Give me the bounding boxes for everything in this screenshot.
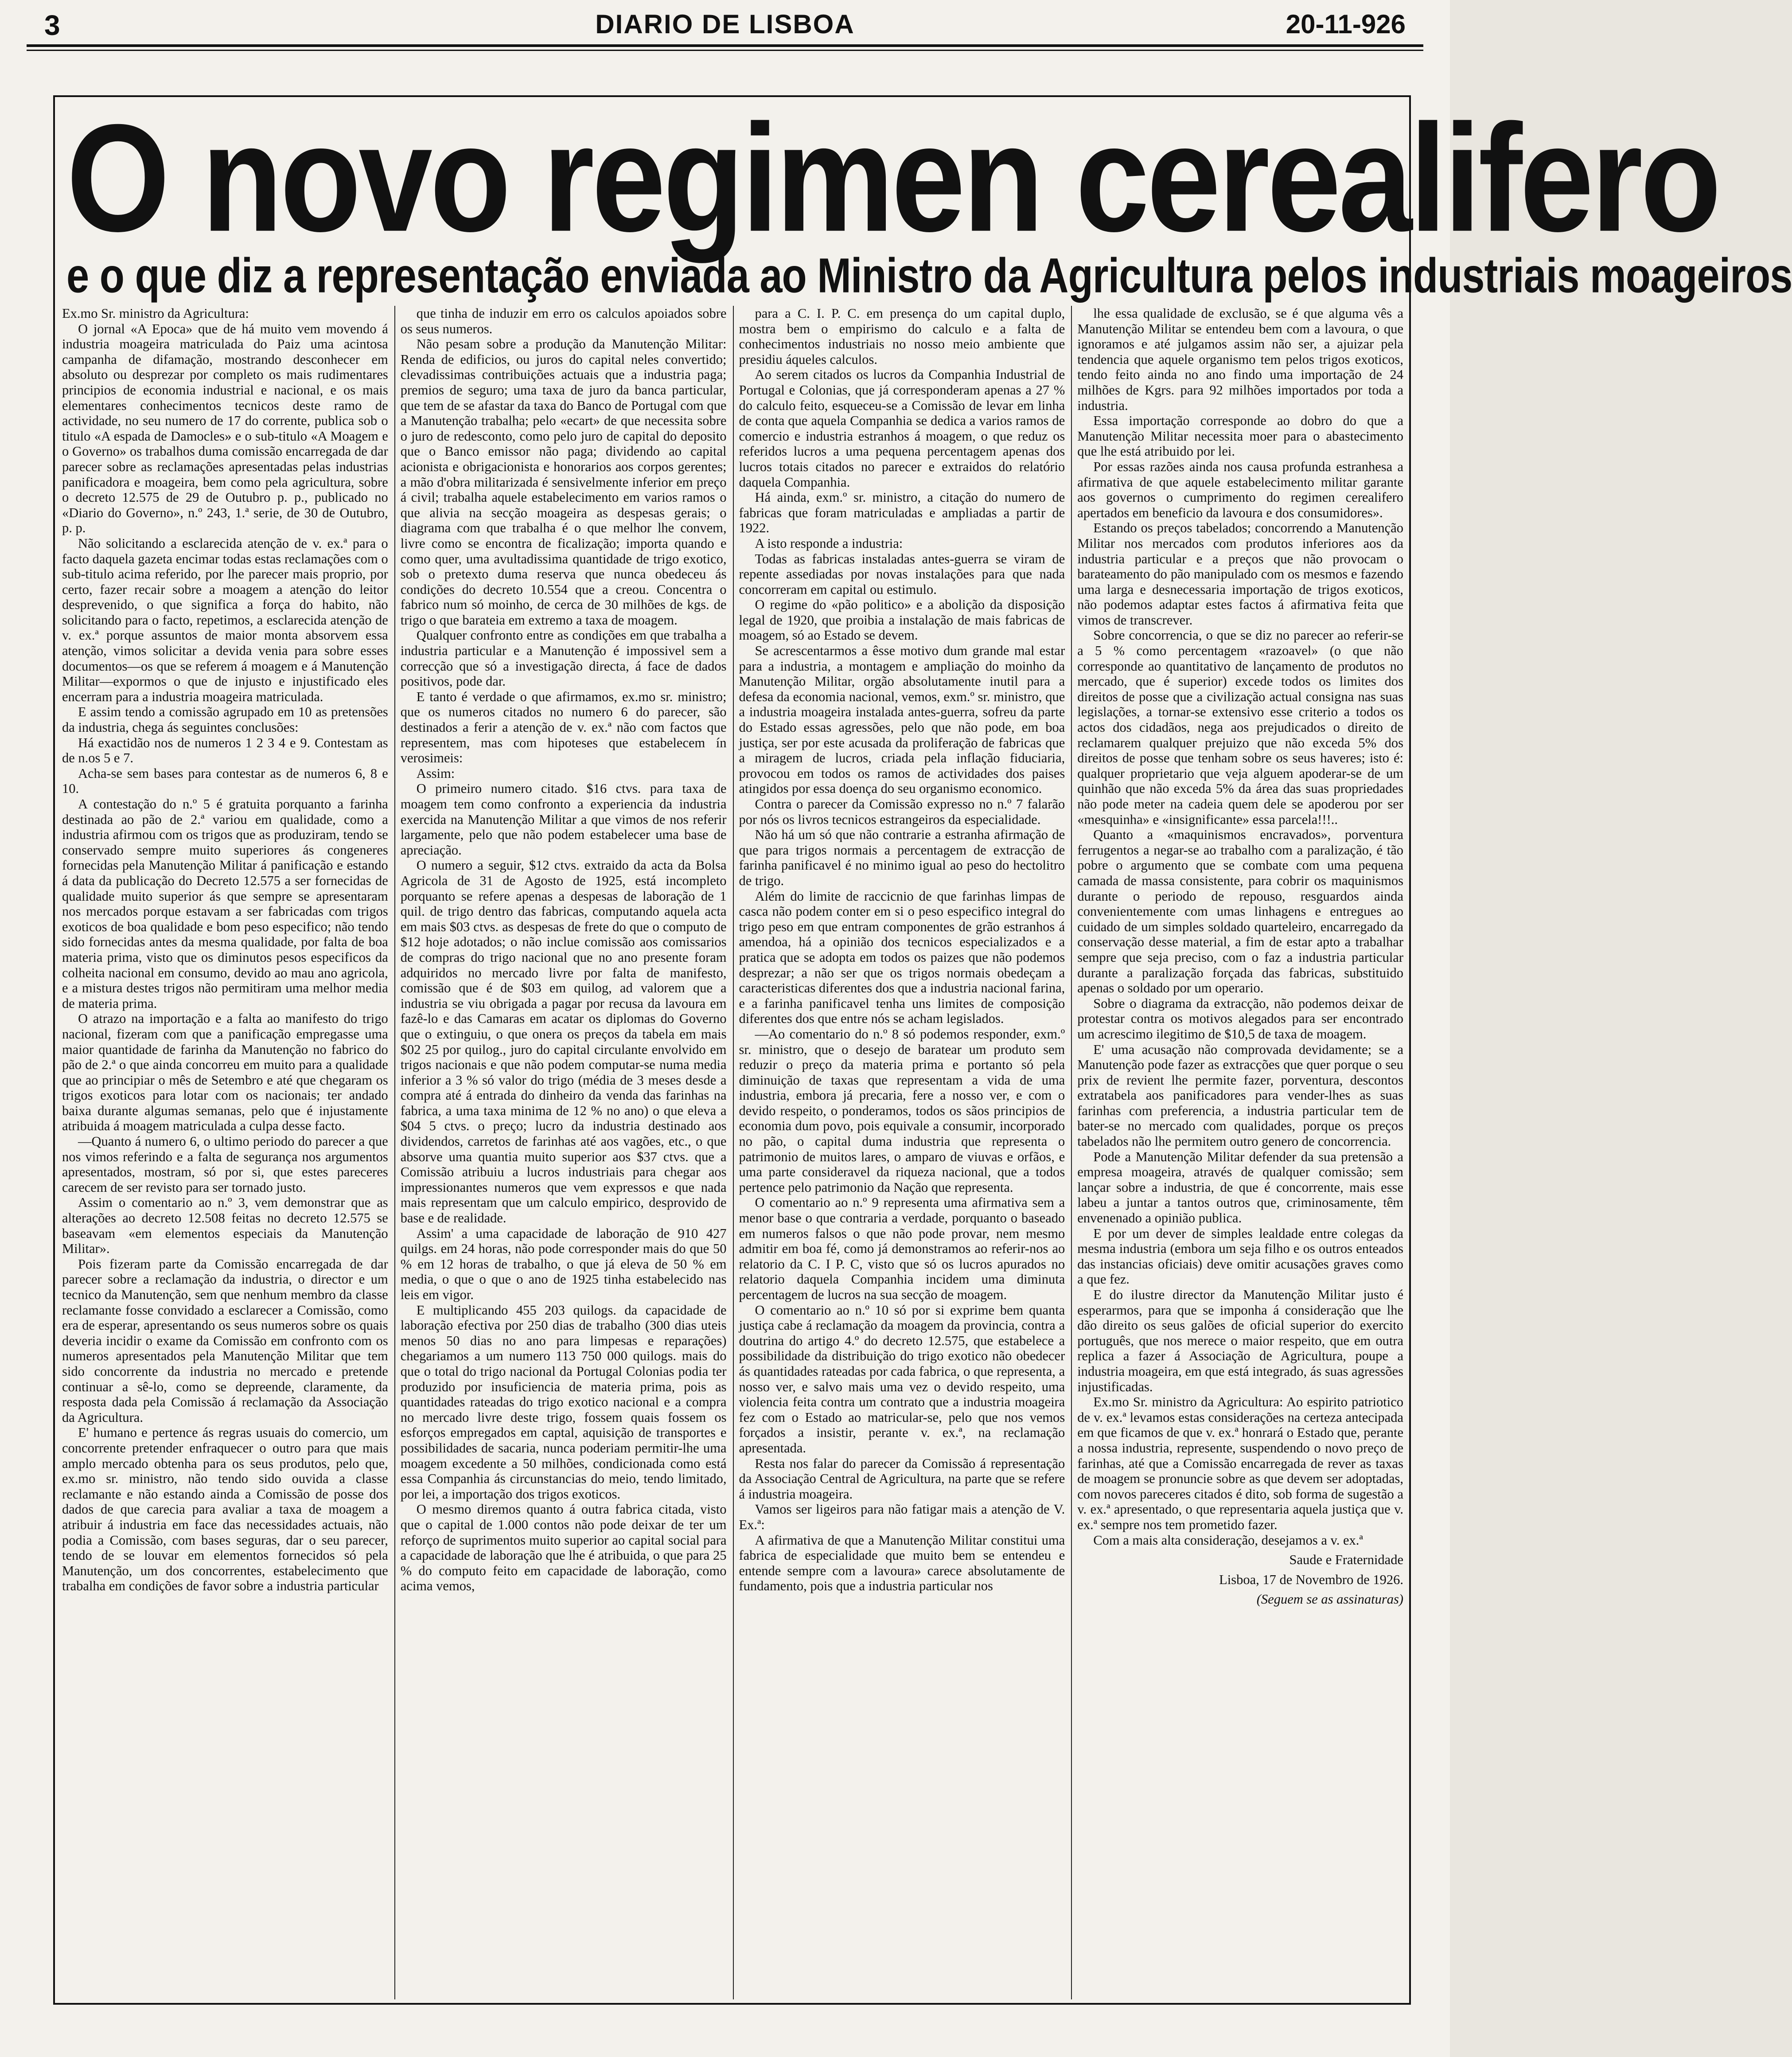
paragraph: Sobre concorrencia, o que se diz no parecer ao referir-se a 5 % como percentagem «razoavel» (o que não corresponde ao quantitativo de lançamento de produtos no mercado, que é superior) excede todos os limites dos direitos de posse que a civilização actual consigna nas suas legislações, a tornar-se extensivo esse criterio a todos os actos dos cidadãos, nega aos prejudicados o direito de reclamarem qualquer prejuizo que não exceda 5% dos direitos de posse que tenham sobre os seus haveres; isto é: qualquer proprietario que veja alguem apoderar-se de um quinhão que não exceda 5% da área das suas propriedades não pode meter na cadeia quem dele se apoderou por ser «mesquinha» e «insignificante» essa parcela!!!.. bbox=[1077, 628, 1403, 827]
closing-place-date: Lisboa, 17 de Novembro de 1926. bbox=[1219, 1572, 1403, 1587]
masthead-rule-thin bbox=[27, 50, 1423, 51]
masthead-rule bbox=[27, 44, 1423, 47]
paragraph: A afirmativa de que a Manutenção Militar constitui uma fabrica de especialidade que muito bem se entendeu e entende sempre com a lavoura» carece absolutamente de fundamento, pois que a industria particular nos bbox=[739, 1532, 1065, 1594]
paragraph: E por um dever de simples lealdade entre colegas da mesma industria (embora um seja filho e os outros enteados das instancias oficiais) deve omitir acusações graves como a que fez. bbox=[1077, 1226, 1403, 1287]
paragraph: Por essas razões ainda nos causa profunda estranhesa a afirmativa de que aquele estabelecimento militar garante aos governos o cumprimento do regimen cerealifero apertados em beneficio da lavoura e dos consumidores». bbox=[1077, 459, 1403, 520]
paragraph: que tinha de induzir em erro os calculos apoiados sobre os seus numeros. bbox=[400, 306, 727, 336]
paragraph: E tanto é verdade o que afirmamos, ex.mo sr. ministro; que os numeros citados no numero 6 do parecer, são destinados a ferir a atenção de v. ex.ª não com factos que representem, mas com hipoteses que estabelecem ín verosimeis: bbox=[400, 689, 727, 766]
column-3 bbox=[733, 306, 1065, 1999]
column-1 bbox=[62, 306, 388, 1999]
paragraph: E assim tendo a comissão agrupado em 10 as pretensões da industria, chega ás seguintes conclusões: bbox=[62, 704, 388, 735]
paragraph: Resta nos falar do parecer da Comissão á representação da Associação Central de Agricultura, na parte que se refere á industria moageira. bbox=[739, 1456, 1065, 1502]
paper-name: DIARIO DE LISBOA bbox=[595, 9, 855, 39]
paragraph: lhe essa qualidade de exclusão, se é que alguma vês a Manutenção Militar se entendeu bem com a lavoura, o que ignoramos e até julgamos assim não ser, a ajuizar pela tendencia que aquele organismo tem pelos trigos exoticos, tendo feito ainda no ano findo uma importação de 24 milhões de Kgrs. para 92 milhões importados por toda a industria. bbox=[1077, 306, 1403, 413]
paragraph: Ex.mo Sr. ministro da Agricultura: Ao espirito patriotico de v. ex.ª levamos estas considerações na certeza antecipada em que ficamos de que v. ex.ª honrará o Estado que, perante a nossa industria, represente, suspendendo o novo preço de farinhas, até que a Comissão encarregada de rever as taxas de moagem se pronuncie sobre as que devem ser adoptadas, com novos pareceres citados é dito, sob forma de sugestão a v. ex.ª apresentado, o que representaria aquela justiça que v. ex.ª sempre nos tem prometido fazer. bbox=[1077, 1394, 1403, 1532]
paragraph: —Ao comentario do n.º 8 só podemos responder, exm.º sr. ministro, que o desejo de baratear um produto sem reduzir o preço da materia prima e portanto só pela diminuição de taxas que representam a vida de uma industria, embora já precaria, fere a nosso ver, e com o devido respeito, o ponderamos, todos os sãos principios de economia dum povo, pois equivale a consumir, incorporado no pão, o capital duma industria que representa o patrimonio de muitos lares, o amparo de viuvas e orfãos, e uma parte consideravel da riqueza nacional, que a todos pertence pelo patrimonio da Nação que representa. bbox=[739, 1026, 1065, 1195]
paragraph: Não pesam sobre a produção da Manutenção Militar: Renda de edificios, ou juros do capital neles convertido; clevadissimas contribuições actuais que a industria paga; premios de seguro; uma taxa de juro da banca particular, que tem de se afastar da taxa do Banco de Portugal com que a Manutenção trabalha; pelo «ecart» de que necessita sobre o juro de redesconto, como pelo juro de capital do deposito que o Banco emissor não paga; dividendo ao capital acionista e obrigacionista e honorarios aos corpos gerentes; a mão d'obra militarizada é sensivelmente inferior em preço á civil; trabalha aquele estabelecimento em varios ramos o que alivia na secção moageira as despesas gerais; o diagrama com que trabalha é o que melhor lhe convem, livre como se encontra de ficalização; importa quando e como quer, uma avultadissima quantidade de trigo exotico, sob o pretexto duma reserva que nunca obedeceu ás condições do decreto 10.554 que a creou. Concentra o fabrico num só moinho, de cerca de 30 milhões de kgs. de trigo o que barateia em extremo a taxa de moagem. bbox=[400, 336, 727, 628]
paragraph: O atrazo na importação e a falta ao manifesto do trigo nacional, fizeram com que a panificação empregasse uma maior quantidade de farinha da Manutenção no fabrico do pão de 2.ª o que ainda concorreu em muito para a qualidade que ao principiar o mês de Setembro e até que chegaram os trigos exoticos para lotar com os nacionais; ter andado baixa durante algumas semanas, pelo que é injustamente atribuida á moagem matriculada a culpa desse facto. bbox=[62, 1011, 388, 1134]
paragraph: Assim: bbox=[416, 765, 455, 781]
paragraph: O mesmo diremos quanto á outra fabrica citada, visto que o capital de 1.000 contos não pode deixar de ter um reforço de suprimentos muito superior ao capital social para a capacidade de laboração que lhe é atribuida, o que para 25 % do computo feito em capacidade de laboração, como acima vemos, bbox=[400, 1502, 727, 1594]
paragraph: Ao serem citados os lucros da Companhia Industrial de Portugal e Colonias, que já corresponderam apenas a 27 % do calculo feito, esqueceu-se a Comissão de levar em linha de conta que aquela Companhia se dedica a varios ramos de comercio e industria estranhos á moagem, o que reduz os referidos lucros a uma pequena percentagem apenas dos lucros totais citados no parecer e extraidos do relatório daquela Companhia. bbox=[739, 367, 1065, 490]
masthead bbox=[27, 9, 1423, 40]
paragraph: A contestação do n.º 5 é gratuita porquanto a farinha destinada ao pão de 2.ª variou em qualidade, como a industria afirmou com os trigos que as produziram, tendo se conservado sempre muito superiores ás congeneres fornecidas pela Manutenção Militar á panificação e estando á data da publicação do Decreto 12.575 a ser fornecidas de qualidade muito superior ás que sempre se apresentaram nos mercados porque estavam a ser fabricadas com trigos exoticos de boa qualidade e bom peso especifico; não tendo sido fornecidas antes da mesma qualidade, por falta de boa materia prima, visto que os diminutos pesos especificos da colheita nacional em consumo, devido ao mau ano agricola, e a mistura destes trigos não permitiram uma melhor media de materia prima. bbox=[62, 796, 388, 1011]
paragraph: Há ainda, exm.º sr. ministro, a citação do numero de fabricas que foram matriculadas e ampliadas a partir de 1922. bbox=[739, 490, 1065, 536]
paragraph: E do ilustre director da Manutenção Militar justo é esperarmos, para que se imponha á consideração que lhe dão direito os seus galões de oficial superior do exercito português, que nos merece o maior respeito, que em outra replica a fazer á Associação de Agricultura, poupe a industria moageira, em que está integrado, ás suas agressões injustificadas. bbox=[1077, 1287, 1403, 1394]
page-number: 3 bbox=[44, 9, 60, 41]
paragraph: E multiplicando 455 203 quilogs. da capacidade de laboração efectiva por 250 dias de trabalho (300 dias uteis menos 50 dias no ano para limpesas e reparações) chegariamos a um numero 113 750 000 quilogs. mais do que o total do trigo nacional da Portugal Colonias podia ter produzido por insuficiencia de materia prima, pois as quantidades rateadas do trigo exotico nacional e a compra no mercado livre deste trigo, fossem quais fossem os esforços empregados em captal, aquisição de transportes e possibilidades de sacaria, nunca poderiam permitir-lhe uma moagem excedente a 50 milhões, condicionada como está essa Companhia ás circunstancias do meio, tendo limitado, por lei, a importação dos trigos exoticos. bbox=[400, 1302, 727, 1502]
paragraph: Se acrescentarmos a êsse motivo dum grande mal estar para a industria, a montagem e ampliação do moinho da Manutenção Militar, orgão absolutamente inutil para a defesa da economia nacional, vemos, exm.º sr. ministro, que a industria moageira instalada antes-guerra, sofreu da parte do Estado essas agressões, pelo que não pode, em boa justiça, ser por este acusada da proliferação de fabricas que a miragem de lucros, criada pela inflação fiduciaria, provocou em todos os ramos de actividades dos paises atingidos por essa doença do seu organismo economico. bbox=[739, 643, 1065, 796]
bottom-rule bbox=[53, 2003, 1411, 2005]
paragraph: Sobre o diagrama da extracção, não podemos deixar de protestar contra os motivos alegados para ser encontrado um acrescimo ilegitimo de $10,5 de taxa de moagem. bbox=[1077, 995, 1403, 1042]
subheadline: e o que diz a representação enviada ao Ministro da Agricultura pelos industriais moageiros bbox=[66, 249, 1792, 303]
paragraph: O regime do «pão politico» e a abolição da disposição legal de 1920, que proibia a instalação de mais fabricas de moagem, só ao Estado se devem. bbox=[739, 597, 1065, 643]
paragraph: A isto responde a industria: bbox=[755, 535, 903, 551]
paragraph: Assim' a uma capacidade de laboração de 910 427 quilgs. em 24 horas, não pode corresponder mais do que 50 % em 12 horas de trabalho, o que já eleva de 50 % em media, o que o que o ano de 1925 tinha estabelecido nas leis em vigor. bbox=[400, 1226, 727, 1302]
paragraph: Com a mais alta consideração, desejamos a v. ex.ª bbox=[1093, 1532, 1363, 1548]
paragraph: Essa importação corresponde ao dobro do que a Manutenção Militar necessita moer para o abastecimento que lhe está atribuido por lei. bbox=[1077, 413, 1403, 459]
issue-date: 20-11-926 bbox=[1286, 9, 1406, 39]
paragraph: Além do limite de raccicnio de que farinhas limpas de casca não podem conter em si o peso especifico integral do trigo peso em que entram componentes de grão estranhos á amendoa, há a opinião dos tecnicos especializados e a pratica que se adopta em todos os paizes que não podemos desprezar; a não ser que os trigos normais obedeçam a caracteristicas diferentes dos que a industria nacional farina, e a farinha panificavel tenha uns limites de composição diferentes dos que entre nós se acham legislados. bbox=[739, 888, 1065, 1027]
column-2 bbox=[394, 306, 727, 1999]
paragraph: Vamos ser ligeiros para não fatigar mais a atenção de V. Ex.ª: bbox=[739, 1502, 1065, 1532]
paragraph: Todas as fabricas instaladas antes-guerra se viram de repente assediadas por novas instalações para que nada concorreram em capital ou estimulo. bbox=[739, 551, 1065, 597]
paragraph: O comentario ao n.º 10 só por si exprime bem quanta justiça cabe á reclamação da moagem da provincia, contra a doutrina do artigo 4.º do decreto 12.575, que estabelece a possibilidade da distribuição do trigo exotico não obedecer ás quantidades rateadas por cada fabrica, o que representa, a nosso ver, e salvo mais uma vez o devido respeito, uma violencia feita contra um contrato que a industria moageira fez com o Estado ao matricular-se, pelo que nos vemos forçados a insistir, perante v. ex.ª, na reclamação apresentada. bbox=[739, 1302, 1065, 1456]
paragraph: E' humano e pertence ás regras usuais do comercio, um concorrente pretender enfraquecer o outro para que mais amplo mercado obtenha para os seus produtos, pelo que, ex.mo sr. ministro, não tendo sido ouvida a classe reclamante e não estando ainda a Comissão de posse dos dados de que carecia para avaliar a taxa de moagem a atribuir á industria em face das necessidades actuais, não podia a Comissão, com bases seguras, dar o seu parecer, tendo de se louvar em elementos fornecidos só pela Manutenção, um dos concorrentes, estabelecimento que trabalha em condições de favor sobre a industria particular bbox=[62, 1425, 388, 1594]
paragraph: Não há um só que não contrarie a estranha afirmação de que para trigos normais a percentagem de extracção de farinha panificavel é no minimo igual ao peso do hectolitro de trigo. bbox=[739, 827, 1065, 888]
article-body bbox=[62, 306, 1403, 1999]
paragraph: O comentario ao n.º 9 representa uma afirmativa sem a menor base o que contraria a verdade, porquanto o baseado em numeros falsos o que não pode provar, nem mesmo admitir em boa fé, como já demonstramos ao referir-nos ao relatorio da C. I P. C, visto que só os lucros apurados no relatorio daquela Companhia incidem uma diminuta percentagem de lucros na sua secção de moagem. bbox=[739, 1195, 1065, 1302]
closing-greeting: Saude e Fraternidade bbox=[1289, 1552, 1403, 1568]
paragraph: Pode a Manutenção Militar defender da sua pretensão a empresa moageira, através de qualquer comissão; sem lançar sobre a industria, de que é concorrente, mais esse labeu a juntar a tantos outros que, criminosamente, têm envenenado a opinião publica. bbox=[1077, 1149, 1403, 1226]
paragraph: E' uma acusação não comprovada devidamente; se a Manutenção pode fazer as extracções que quer porque o seu prix de revient lhe permite fazer, porventura, descontos extratabela aos panificadores para vender-lhes as suas farinhas com preferencia, a industria particular tem de bater-se no mercado com qualidades, porque os preços tabelados não lhe permitem outro genero de concorrencia. bbox=[1077, 1042, 1403, 1149]
column-4 bbox=[1071, 306, 1403, 1999]
paragraph: Assim o comentario ao n.º 3, vem demonstrar que as alterações ao decreto 12.508 feitas no decreto 12.575 se baseavam «em elementos especiais da Manutenção Militar». bbox=[62, 1195, 388, 1257]
paragraph: Pois fizeram parte da Comissão encarregada de dar parecer sobre a reclamação da industria, o director e um tecnico da Manutenção, sem que nenhum membro da classe reclamante fosse convidado a esclarecer a Comissão, como era de esperar, apresentando os seus numeros sobre os quais deveria incidir o exame da Comissão em confronto com os numeros apresentados pela Manutenção Militar que tem sido concorrente da industria no mercado e pretende continuar a sê-lo, como se depreende, claramente, da resposta dada pela Comissão á reclamação da Associação da Agricultura. bbox=[62, 1256, 388, 1425]
paragraph: Qualquer confronto entre as condições em que trabalha a industria particular e a Manutenção é impossivel sem a correcção que só a investigação directa, á face de dados positivos, pode dar. bbox=[400, 628, 727, 689]
headline: O novo regimen cerealifero bbox=[66, 92, 1719, 264]
paragraph: Não solicitando a esclarecida atenção de v. ex.ª para o facto daquela gazeta encimar todas estas reclamações com o sub-titulo acima referido, por lhe parecer mais proprio, por certo, fazer recair sobre a moagem a atenção do leitor desprevenido, o que significa a força do habito, não solicitando para o facto, repetimos, a esclarecida atenção de v. ex.ª porque assuntos de maior monta absorvem essa atenção, vimos solicitar a devida venia para sobre esses documentos—os que se referem á moagem e á Manutenção Militar—expormos o que de injusto e injustificado eles encerram para a industria moageira matriculada. bbox=[62, 535, 388, 704]
paragraph: Acha-se sem bases para contestar as de numeros 6, 8 e 10. bbox=[62, 765, 388, 796]
paragraph: Estando os preços tabelados; concorrendo a Manutenção Militar nos mercados com produtos inferiores aos da industria particular e a preços que não provocam o barateamento do pão manipulado com os mesmos e fazendo uma larga e desnecessaria importação de trigos exoticos, não podemos adaptar estes factos á afirmativa feita que vimos de transcrever. bbox=[1077, 520, 1403, 628]
salutation: Ex.mo Sr. ministro da Agricultura: bbox=[62, 306, 249, 321]
paragraph: Contra o parecer da Comissão expresso no n.º 7 falarão por nós os livros tecnicos estrangeiros da especialidade. bbox=[739, 796, 1065, 827]
paragraph: Há exactidão nos de numeros 1 2 3 4 e 9. Contestam as de n.os 5 e 7. bbox=[62, 735, 388, 766]
paragraph: O jornal «A Epoca» que de há muito vem movendo á industria moageira matriculada do Paiz uma acintosa campanha de difamação, mostrando desconhecer em absoluto ou desprezar por completo os mais rudimentares principios de economia industrial e nacional, e os mais elementares conhecimentos tecnicos deste ramo de actividade, no seu numero de 17 do corrente, publica sob o titulo «A espada de Damocles» e o sub-titulo «A Moagem e o Governo» os trabalhos duma comissão encarregada de dar parecer sobre as reclamações apresentadas pelas industrias panificadora e moageira, bem como pela agricultura, sobre o decreto 12.575 de 29 de Outubro p. p., publicado no «Diario do Governo», n.º 243, 1.ª serie, de 30 de Outubro, p. p. bbox=[62, 321, 388, 536]
paragraph: —Quanto á numero 6, o ultimo periodo do parecer a que nos vimos referindo e a falta de segurança nos argumentos apresentados, mostram, só por si, que estes pareceres carecem de ser revisto para ser tornado justo. bbox=[62, 1134, 388, 1195]
paragraph: O numero a seguir, $12 ctvs. extraido da acta da Bolsa Agricola de 31 de Agosto de 1925, está incompleto porquanto se refere apenas a despesas de laboração de 1 quil. de trigo dentro das fabricas, computando aquela acta em mais $03 ctvs. as despesas de frete do que o computo de $12 hoje adotados; o não inclue comissão aos comissarios de compras do trigo nacional que no ano presente foram adquiridos no mercado livre por falta de manifesto, comissão que é de $03 em quilog, ad valorem que a industria se viu obrigada a pagar por recusa da lavoura em fazê-lo e das Camaras em acatar os diplomas do Governo que o extinguiu, o que onera os preços da tabela em mais $02 25 por quilog., juro do capital circulante envolvido em trigos nacionais e que não podem computar-se numa media inferior a 3 % só valor do trigo (média de 3 meses desde a compra até á entrada do dinheiro da venda das farinhas na fabrica, a uma taxa minima de 12 % no ano) o que eleva a $04 5 ctvs. o preço; lucro da industria destinado aos dividendos, carretos de farinhas até aos vagões, etc., o que absorve uma quantia muito superior aos $37 ctvs. que a Comissão atribuiu a lucros industriais para chegar aos impressionantes numeros que vem expressos e que nada mais representam que um calculo empirico, desprovido de base e de realidade. bbox=[400, 858, 727, 1226]
paragraph: O primeiro numero citado. $16 ctvs. para taxa de moagem tem como confronto a experiencia da industria exercida na Manutenção Militar a que vimos de nos referir largamente, pelo que não podem estabelecer uma base de apreciação. bbox=[400, 781, 727, 858]
signatures-note: (Seguem se as assinaturas) bbox=[1256, 1592, 1403, 1607]
paragraph: para a C. I. P. C. em presença do um capital duplo, mostra bem o empirismo do calculo e a falta de conhecimentos industriais no nosso meio ambiente que presidiu áqueles calculos. bbox=[739, 306, 1065, 367]
paragraph: Quanto a «maquinismos encravados», porventura ferrugentos a negar-se ao trabalho com a paralização, é tão pobre o argumento que se combate com uma pequena camada de massa consistente, para cobrir os maquinismos durante o periodo de repouso, resguardos ainda convenientemente com umas linhagens e entregues ao cuidado de um simples soldado quarteleiro, encarregado da conservação desse material, a fim de estar apto a trabalhar sempre que seja preciso, com o faz a industria particular durante a paralização forçada das fabricas, substituido apenas o soldado por um operario. bbox=[1077, 827, 1403, 996]
